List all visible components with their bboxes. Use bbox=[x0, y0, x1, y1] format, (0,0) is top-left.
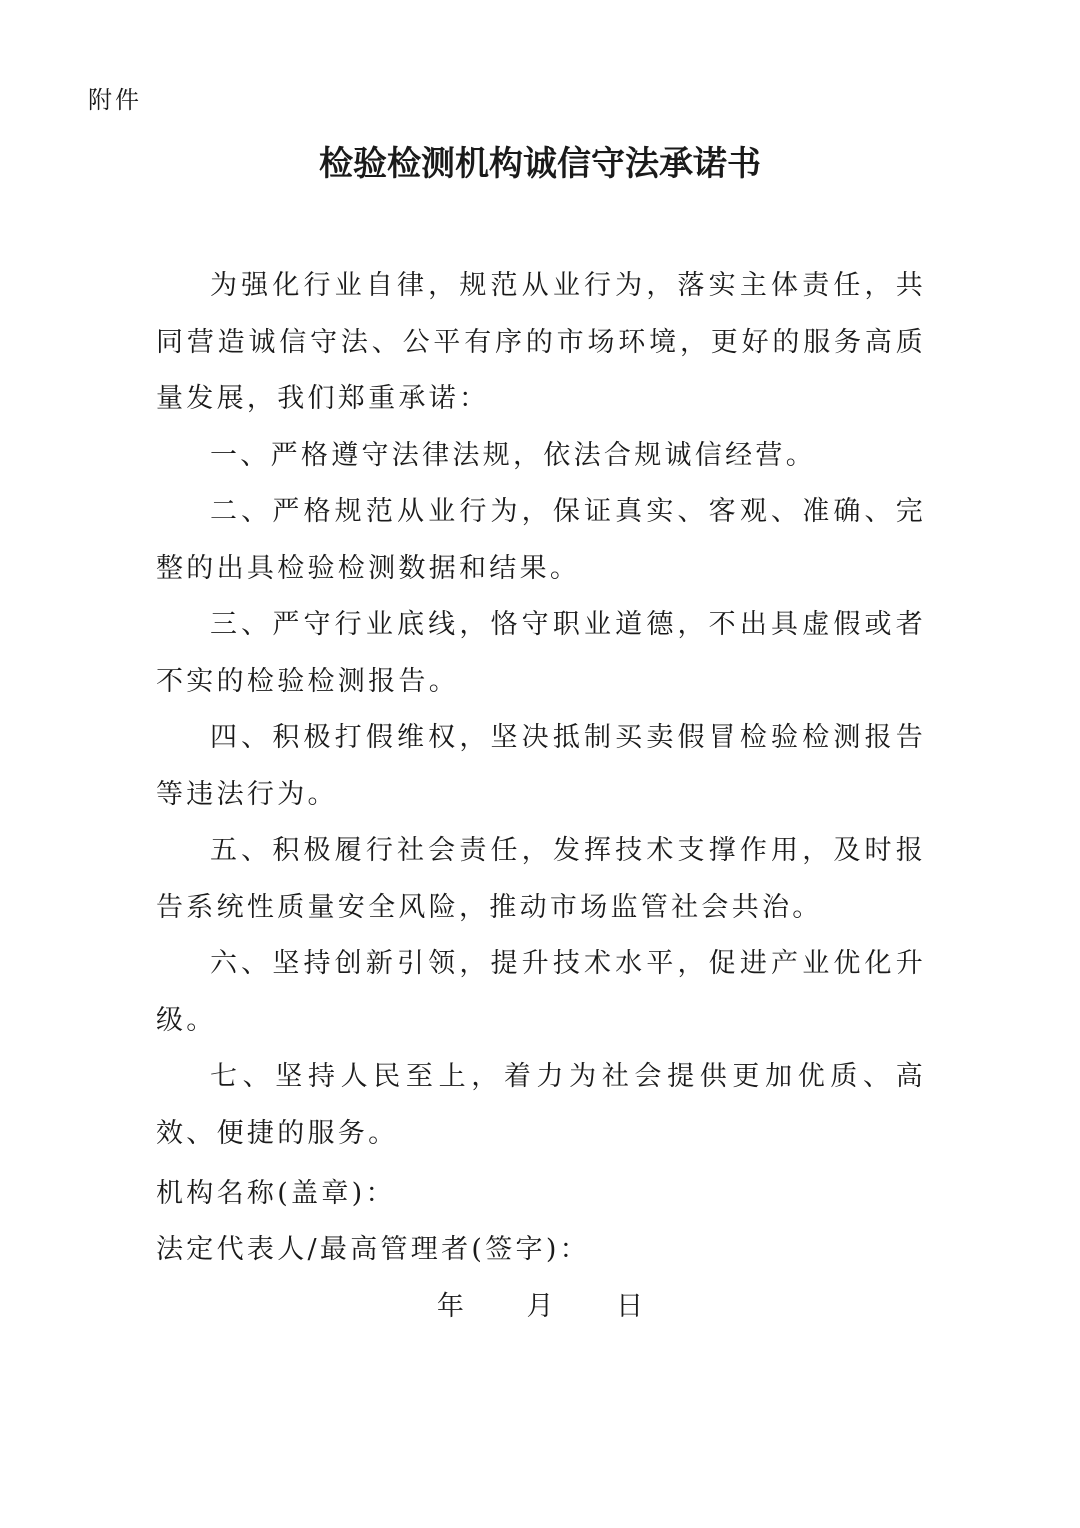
commitment-4: 四、积极打假维权，坚决抵制买卖假冒检验检测报告等违法行为。 bbox=[156, 722, 926, 810]
attachment-label: 附件 bbox=[88, 86, 142, 114]
representative-label: 法定代表人/最高管理者(签字)： bbox=[156, 1234, 590, 1265]
intro-paragraph: 为强化行业自律，规范从业行为，落实主体责任，共同营造诚信守法、公平有序的市场环境，更好的服务高质量发展，我们郑重承诺： bbox=[156, 270, 926, 414]
org-name-label: 机构名称(盖章)： bbox=[156, 1178, 396, 1209]
signature-block bbox=[156, 1166, 926, 1278]
commitment-2: 二、严格规范从业行为，保证真实、客观、准确、完整的出具检验检测数据和结果。 bbox=[156, 496, 926, 584]
commitment-6: 六、坚持创新引领，提升技术水平，促进产业优化升级。 bbox=[156, 948, 926, 1036]
commitment-3: 三、严守行业底线，恪守职业道德，不出具虚假或者不实的检验检测报告。 bbox=[156, 609, 926, 697]
commitment-7: 七、坚持人民至上，着力为社会提供更加优质、高效、便捷的服务。 bbox=[156, 1061, 926, 1149]
date-year: 年 bbox=[436, 1291, 464, 1322]
date-month: 月 bbox=[526, 1291, 554, 1322]
date-day: 日 bbox=[616, 1291, 644, 1322]
document-title: 检验检测机构诚信守法承诺书 bbox=[319, 144, 761, 184]
commitment-1: 一、严格遵守法律法规，依法合规诚信经营。 bbox=[210, 439, 816, 471]
commitment-5: 五、积极履行社会责任，发挥技术支撑作用，及时报告系统性质量安全风险，推动市场监管社会共治。 bbox=[156, 835, 926, 923]
document-body bbox=[156, 258, 926, 1162]
date-line bbox=[0, 1283, 1080, 1331]
